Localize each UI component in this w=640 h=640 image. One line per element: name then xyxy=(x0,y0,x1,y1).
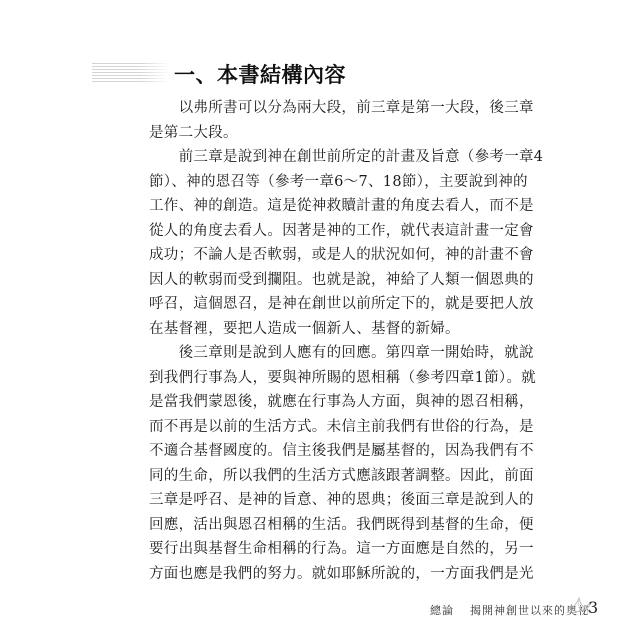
body-text xyxy=(149,96,544,586)
text-line: 是第二大段。 xyxy=(149,124,238,141)
text-line: 呼召，這個恩召，是神在創世以前所定下的，就是要把人放 xyxy=(149,296,534,312)
text-line: 在基督裡，要把人造成一個新人、基督的新婦。 xyxy=(149,320,460,337)
text-line: 回應，活出與恩召相稱的生活。我們既得到基督的生命，便 xyxy=(149,516,534,533)
heading-decoration xyxy=(92,63,170,83)
text-line: 後三章則是說到人應有的回應。第四章一開始時，就說 xyxy=(149,345,534,361)
page-footer xyxy=(430,597,600,621)
footer-book-title: 揭開神創世以來的奧祕 xyxy=(470,604,590,617)
text-line: 同的生命，所以我們的生活方式應該跟著調整。因此，前面 xyxy=(149,467,534,484)
text-line: 是當我們蒙恩後，就應在行事為人方面，與神的恩召相稱， xyxy=(149,394,534,410)
text-line: 前三章是說到神在創世前所定的計畫及旨意（參考一章4 xyxy=(149,149,544,165)
text-line: 三章是呼召、是神的旨意、神的恩典；後面三章是說到人的 xyxy=(149,492,534,508)
text-line: 要行出與基督生命相稱的行為。這一方面應是自然的，另一 xyxy=(149,541,534,557)
page-number: 3 xyxy=(588,598,599,617)
text-line: 節）、神的恩召等（參考一章6～7、18節），主要說到神的 xyxy=(149,173,528,190)
text-line: 以弗所書可以分為兩大段，前三章是第一大段，後三章 xyxy=(149,100,534,116)
text-line: 成功；不論人是否軟弱，或是人的狀況如何，神的計畫不會 xyxy=(149,247,534,263)
text-line: 因人的軟弱而受到攔阻。也就是說，神給了人類一個恩典的 xyxy=(149,271,534,288)
text-line: 不適合基督國度的。信主後我們是屬基督的，因為我們有不 xyxy=(149,443,534,459)
text-line: 從人的角度去看人。因著是神的工作，就代表這計畫一定會 xyxy=(149,222,534,239)
section-title: 一、本書結構內容 xyxy=(174,62,346,87)
text-line: 方面也應是我們的努力。就如耶穌所說的，一方面我們是光 xyxy=(149,565,534,582)
text-line: 而不再是以前的生活方式。未信主前我們有世俗的行為，是 xyxy=(149,418,534,435)
footer-section-label: 總論 xyxy=(430,604,454,617)
chapter-heading xyxy=(92,58,346,88)
text-line: 工作、神的創造。這是從神救贖計畫的角度去看人，而不是 xyxy=(149,198,534,214)
text-line: 到我們行事為人，要與神所賜的恩相稱（參考四章1節）。就 xyxy=(149,369,537,386)
